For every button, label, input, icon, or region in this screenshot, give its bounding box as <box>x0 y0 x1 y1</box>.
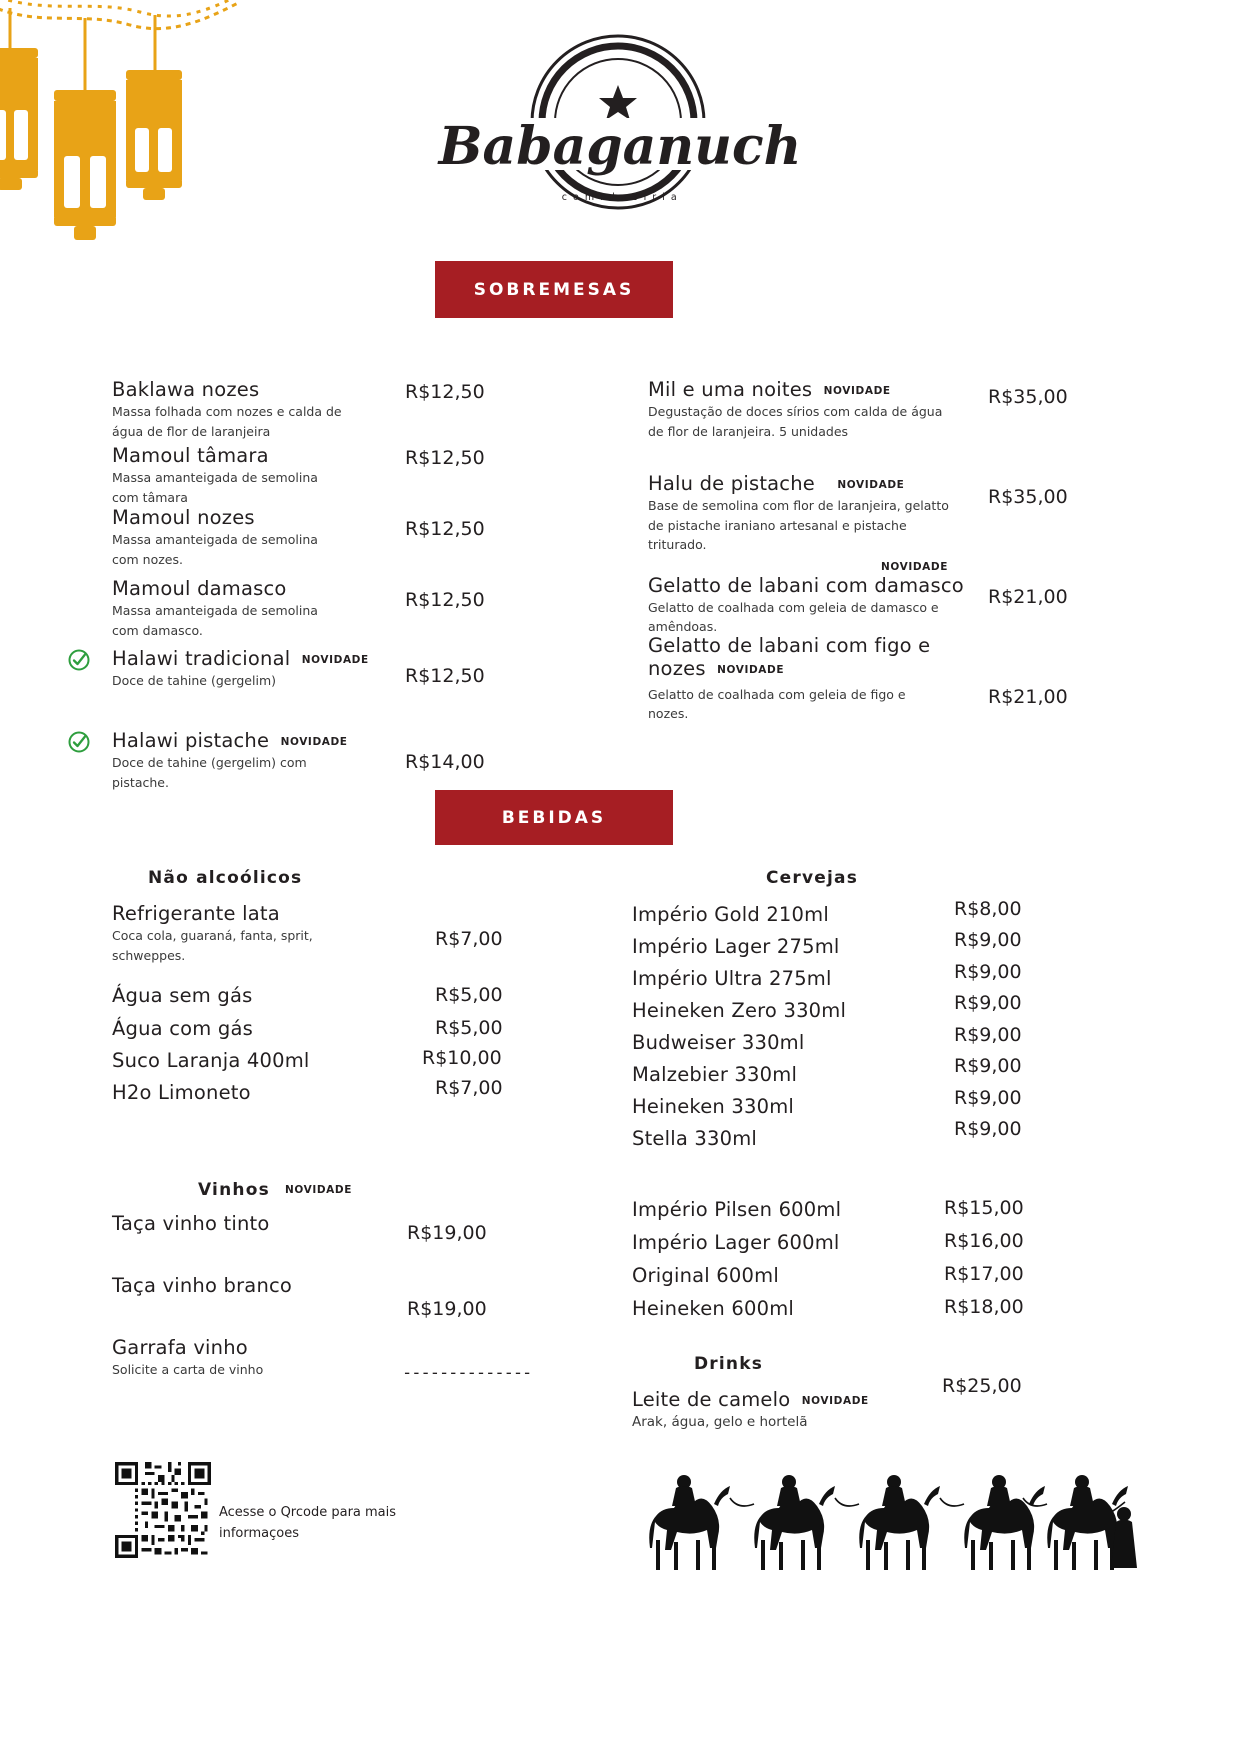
item-name: Heineken 330ml <box>632 1095 795 1118</box>
item-name: Halu de pistache <box>648 472 815 495</box>
item-price: R$25,00 <box>942 1375 1022 1397</box>
item-price: R$9,00 <box>954 992 1022 1014</box>
item-name: Garrafa vinho <box>112 1336 248 1359</box>
menu-item[interactable] <box>112 902 532 984</box>
item-description: Massa amanteigada de semolina com nozes. <box>112 532 318 567</box>
nonalcoholic-list <box>112 902 532 1113</box>
item-description: Arak, água, gelo e hortelã <box>632 1414 808 1431</box>
menu-item[interactable] <box>112 1274 532 1336</box>
menu-item[interactable] <box>648 562 1088 634</box>
item-name: Império Gold 210ml <box>632 903 829 926</box>
item-name: Mamoul nozes <box>112 506 255 529</box>
item-price: R$10,00 <box>422 1047 502 1069</box>
item-description: Degustação de doces sírios com calda de água de flor de laranjeira. 5 unidades <box>648 404 943 439</box>
item-name: Gelatto de labani com figo e nozes <box>648 634 931 681</box>
item-description: Massa folhada com nozes e calda de água de flor de laranjeira <box>112 404 342 439</box>
menu-item[interactable] <box>112 647 532 705</box>
item-description: Doce de tahine (gergelim) <box>112 673 276 689</box>
item-price: R$5,00 <box>435 984 503 1006</box>
item-price: R$5,00 <box>435 1017 503 1039</box>
item-description: Coca cola, guaraná, fanta, sprit, schweppes. <box>112 928 313 963</box>
menu-item[interactable] <box>632 1264 1052 1297</box>
item-price: R$7,00 <box>435 928 503 950</box>
item-description: Doce de tahine (gergelim) com pistache. <box>112 755 307 790</box>
menu-item[interactable] <box>632 1375 1052 1438</box>
novidade-badge: NOVIDADE <box>837 479 905 491</box>
menu-item[interactable] <box>648 378 1088 472</box>
subsection-nonalcoholic-title: Não alcoólicos <box>148 868 303 888</box>
item-price: R$35,00 <box>988 386 1068 408</box>
item-name: Halawi pistache <box>112 729 270 752</box>
beers-list-group2 <box>632 1198 1052 1330</box>
item-price: -------------- <box>402 1363 532 1383</box>
menu-item[interactable] <box>632 1198 1052 1231</box>
item-name: Halawi tradicional <box>112 647 291 670</box>
item-name: Refrigerante lata <box>112 902 280 925</box>
menu-item[interactable] <box>112 577 532 647</box>
item-price: R$12,50 <box>405 447 485 469</box>
item-name: Mamoul tâmara <box>112 444 269 467</box>
item-name: Império Ultra 275ml <box>632 967 832 990</box>
item-price: R$21,00 <box>988 686 1068 708</box>
menu-item[interactable] <box>112 984 532 1017</box>
menu-item[interactable] <box>112 506 532 577</box>
novidade-badge: NOVIDADE <box>284 1184 352 1196</box>
item-name: Água sem gás <box>112 984 253 1007</box>
item-price: R$9,00 <box>954 1087 1022 1109</box>
item-price: R$19,00 <box>407 1298 487 1320</box>
menu-item[interactable] <box>112 444 532 506</box>
item-name: Império Lager 600ml <box>632 1231 840 1254</box>
subsection-wines-title-row <box>198 1180 352 1200</box>
item-name: Taça vinho branco <box>112 1274 293 1297</box>
item-description: Massa amanteigada de semolina com damasco. <box>112 603 318 638</box>
item-price: R$12,50 <box>405 518 485 540</box>
subsection-wines-title: Vinhos <box>198 1180 270 1200</box>
item-name: Original 600ml <box>632 1264 779 1287</box>
item-price: R$18,00 <box>944 1296 1024 1318</box>
item-price: R$19,00 <box>407 1222 487 1244</box>
item-price: R$16,00 <box>944 1230 1024 1252</box>
novidade-badge: NOVIDADE <box>717 664 785 677</box>
menu-item[interactable] <box>112 1017 532 1049</box>
item-price: R$12,50 <box>405 381 485 403</box>
item-price: R$21,00 <box>988 586 1068 608</box>
item-name: Heineken 600ml <box>632 1297 795 1320</box>
section-banner-desserts-label: SOBREMESAS <box>473 279 635 300</box>
section-banner-desserts <box>435 261 673 318</box>
item-price: R$35,00 <box>988 486 1068 508</box>
lanterns-decoration <box>0 0 250 290</box>
camels-illustration <box>630 1468 1150 1588</box>
brand-tagline: c o m i d a s í r i a <box>561 192 679 203</box>
item-name: Taça vinho tinto <box>112 1212 270 1235</box>
item-price: R$9,00 <box>954 1055 1022 1077</box>
item-price: R$7,00 <box>435 1077 503 1099</box>
menu-item[interactable] <box>632 1118 1052 1159</box>
brand-name: Babaganuch <box>438 116 802 177</box>
item-name: Mamoul damasco <box>112 577 287 600</box>
item-name: Budweiser 330ml <box>632 1031 805 1054</box>
menu-item[interactable] <box>112 378 532 444</box>
item-price: R$12,50 <box>405 665 485 687</box>
item-price: R$9,00 <box>954 1024 1022 1046</box>
brand-logo <box>430 22 810 232</box>
drinks-list <box>632 1375 1052 1438</box>
subsection-beers-title: Cervejas <box>766 868 859 888</box>
item-description: Solicite a carta de vinho <box>112 1362 264 1378</box>
desserts-right-column <box>648 378 1088 724</box>
check-icon <box>68 649 90 671</box>
item-price: R$17,00 <box>944 1263 1024 1285</box>
item-name: Mil e uma noites <box>648 378 813 401</box>
item-name: H2o Limoneto <box>112 1081 251 1104</box>
novidade-badge: NOVIDADE <box>801 1395 869 1407</box>
menu-item[interactable] <box>112 1212 532 1274</box>
item-price: R$12,50 <box>405 589 485 611</box>
qr-code[interactable] <box>115 1462 211 1558</box>
item-price: R$15,00 <box>944 1197 1024 1219</box>
novidade-badge: NOVIDADE <box>881 561 948 573</box>
wines-list <box>112 1212 532 1396</box>
item-price: R$9,00 <box>954 961 1022 983</box>
item-name: Baklawa nozes <box>112 378 260 401</box>
section-banner-drinks-label: BEBIDAS <box>501 807 607 828</box>
menu-item[interactable] <box>648 472 1088 562</box>
menu-item[interactable] <box>112 729 532 799</box>
item-name: Gelatto de labani com damasco <box>648 573 964 597</box>
novidade-badge: NOVIDADE <box>823 385 891 397</box>
item-name: Água com gás <box>112 1017 253 1040</box>
item-name: Império Pilsen 600ml <box>632 1198 842 1221</box>
menu-item[interactable] <box>112 1336 532 1396</box>
novidade-badge: NOVIDADE <box>301 654 369 666</box>
menu-item[interactable] <box>632 1297 1052 1330</box>
item-description: Gelatto de coalhada com geleia de figo e nozes. <box>648 686 906 722</box>
qr-code-caption: Acesse o Qrcode para mais informaçoes <box>219 1505 397 1541</box>
menu-item[interactable] <box>112 1077 532 1113</box>
novidade-badge: NOVIDADE <box>280 736 348 748</box>
item-name: Heineken Zero 330ml <box>632 999 847 1022</box>
item-price: R$9,00 <box>954 929 1022 951</box>
check-icon <box>68 731 90 753</box>
item-price: R$9,00 <box>954 1118 1022 1140</box>
subsection-drinks-title: Drinks <box>694 1354 764 1374</box>
item-name: Stella 330ml <box>632 1127 758 1150</box>
item-name: Império Lager 275ml <box>632 935 840 958</box>
beers-list-group1 <box>632 898 1052 1159</box>
menu-item[interactable] <box>632 1231 1052 1264</box>
item-price: R$14,00 <box>405 751 485 773</box>
item-name: Suco Laranja 400ml <box>112 1049 310 1072</box>
item-price: R$8,00 <box>954 898 1022 920</box>
menu-item[interactable] <box>648 634 1088 724</box>
item-description: Massa amanteigada de semolina com tâmara <box>112 470 318 505</box>
item-name: Leite de camelo <box>632 1388 791 1411</box>
desserts-left-column <box>112 378 532 799</box>
item-name: Malzebier 330ml <box>632 1063 798 1086</box>
item-description: Base de semolina com flor de laranjeira, gelatto de pistache iraniano artesanal e pistache triturado. <box>648 498 949 553</box>
section-banner-drinks <box>435 790 673 845</box>
item-description: Gelatto de coalhada com geleia de damasco e amêndoas. <box>648 599 939 635</box>
